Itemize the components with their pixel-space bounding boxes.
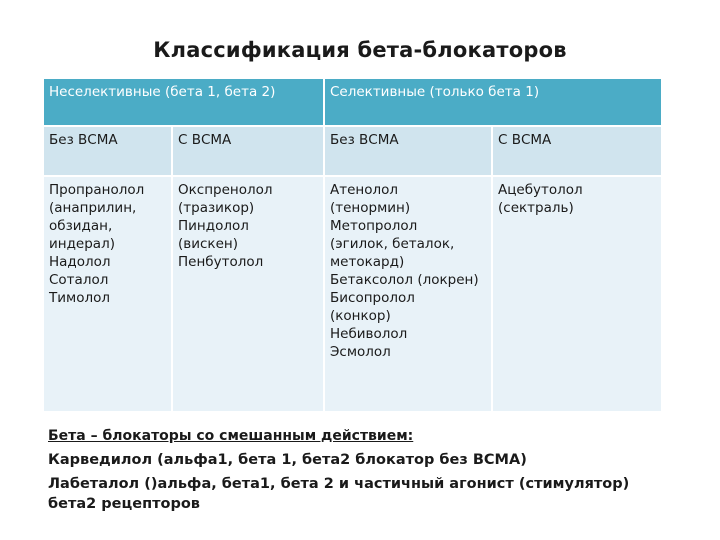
beta-blocker-table	[42, 77, 663, 413]
table-header-row	[43, 78, 662, 126]
drug-line: (конкор)	[330, 308, 391, 324]
drug-line: Соталол	[49, 272, 109, 288]
drug-line: индерал)	[49, 236, 115, 252]
drug-line: Метопролол	[330, 218, 418, 234]
header-selective: Селективные (только бета 1)	[324, 78, 662, 126]
header-nonselective: Неселективные (бета 1, бета 2)	[43, 78, 324, 126]
drug-line: Бетаксолол (локрен)	[330, 272, 479, 288]
drug-line: Бисопролол	[330, 290, 415, 306]
drug-line: Окспренолол	[178, 182, 273, 198]
mixed-action-item: Карведилол (альфа1, бета 1, бета2 блокатор без ВСМА)	[48, 452, 527, 468]
drug-line: Пенбутолол	[178, 254, 264, 270]
drug-line: Небиволол	[330, 326, 408, 342]
subheader-cell: Без ВСМА	[43, 126, 172, 176]
table-subheader-row	[43, 126, 662, 176]
drug-list-selective-isa	[492, 176, 662, 412]
drug-list-selective-no-isa	[324, 176, 492, 412]
drug-line: (сектраль)	[498, 200, 574, 216]
drug-line: (вискен)	[178, 236, 238, 252]
drug-line: обзидан,	[49, 218, 113, 234]
drug-line: (анаприлин,	[49, 200, 137, 216]
drug-line: Надолол	[49, 254, 111, 270]
drug-list-nonselective-isa	[172, 176, 324, 412]
drug-line: (эгилок, беталок,	[330, 236, 455, 252]
drug-line: метокард)	[330, 254, 405, 270]
mixed-action-item: Лабеталол ()альфа, бета1, бета 2 и частичный агонист (стимулятор) бета2 рецепторов	[48, 476, 630, 512]
drug-line: Ацебутолол	[498, 182, 583, 198]
drug-line: Пропранолол	[49, 182, 145, 198]
drug-line: Эсмолол	[330, 344, 391, 360]
subheader-cell: С ВСМА	[172, 126, 324, 176]
slide-title: Классификация бета-блокаторов	[153, 38, 567, 62]
drug-list-nonselective-no-isa	[43, 176, 172, 412]
drug-line: Тимолол	[49, 290, 110, 306]
mixed-action-heading: Бета – блокаторы со смешанным действием:	[48, 428, 414, 444]
drug-line: (тразикор)	[178, 200, 255, 216]
subheader-cell: С ВСМА	[492, 126, 662, 176]
drug-line: Атенолол	[330, 182, 399, 198]
drug-line: Пиндолол	[178, 218, 249, 234]
drug-line: (тенормин)	[330, 200, 411, 216]
mixed-action-section	[48, 426, 668, 518]
subheader-cell: Без ВСМА	[324, 126, 492, 176]
table-row	[43, 176, 662, 412]
